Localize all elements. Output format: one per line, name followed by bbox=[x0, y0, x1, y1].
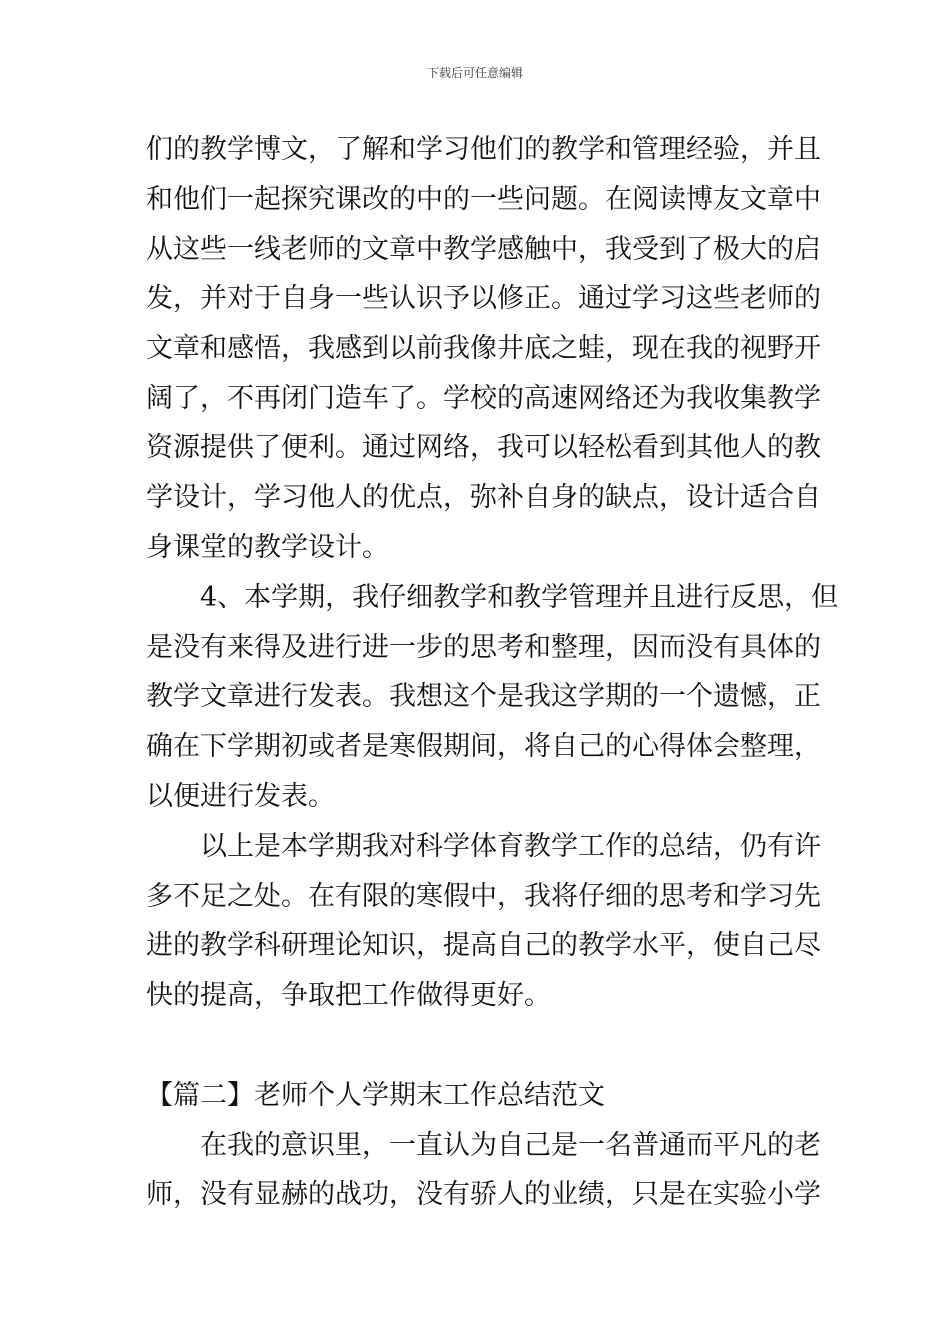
text-line: 进的教学科研理论知识，提高自己的教学水平，使自己尽 bbox=[146, 930, 821, 961]
paragraph-first-line: 4、本学期，我仔细教学和教学管理并且进行反思，但 bbox=[200, 582, 839, 613]
text-line: 身课堂的教学设计。 bbox=[146, 532, 389, 563]
text-line: 资源提供了便利。通过网络，我可以轻松看到其他人的教 bbox=[146, 432, 821, 463]
text-line: 阔了，不再闭门造车了。学校的高速网络还为我收集教学 bbox=[146, 383, 821, 414]
text-line: 文章和感悟，我感到以前我像井底之蛙，现在我的视野开 bbox=[146, 333, 821, 364]
page-header: 下载后可任意编辑 bbox=[426, 66, 523, 80]
paragraph-first-line: 在我的意识里，一直认为自己是一名普通而平凡的老 bbox=[200, 1130, 821, 1161]
section-heading: 【篇二】老师个人学期末工作总结范文 bbox=[146, 1080, 605, 1111]
text-line: 多不足之处。在有限的寒假中，我将仔细的思考和学习先 bbox=[146, 881, 821, 912]
text-line: 和他们一起探究课改的中的一些问题。在阅读博友文章中 bbox=[146, 184, 821, 215]
text-line: 确在下学期初或者是寒假期间，将自己的心得体会整理， bbox=[146, 731, 821, 762]
text-line: 从这些一线老师的文章中教学感触中，我受到了极大的启 bbox=[146, 234, 821, 265]
text-line: 是没有来得及进行进一步的思考和整理，因而没有具体的 bbox=[146, 632, 821, 663]
text-line: 学设计，学习他人的优点，弥补自身的缺点，设计适合自 bbox=[146, 482, 821, 513]
text-line: 快的提高，争取把工作做得更好。 bbox=[146, 980, 551, 1011]
text-line: 教学文章进行发表。我想这个是我这学期的一个遗憾，正 bbox=[146, 681, 821, 712]
text-line: 们的教学博文，了解和学习他们的教学和管理经验，并且 bbox=[146, 134, 821, 165]
text-line: 师，没有显赫的战功，没有骄人的业绩，只是在实验小学 bbox=[146, 1179, 821, 1210]
text-line: 以便进行发表。 bbox=[146, 781, 335, 812]
text-line: 发，并对于自身一些认识予以修正。通过学习这些老师的 bbox=[146, 283, 821, 314]
paragraph-first-line: 以上是本学期我对科学体育教学工作的总结，仍有许 bbox=[200, 831, 821, 862]
